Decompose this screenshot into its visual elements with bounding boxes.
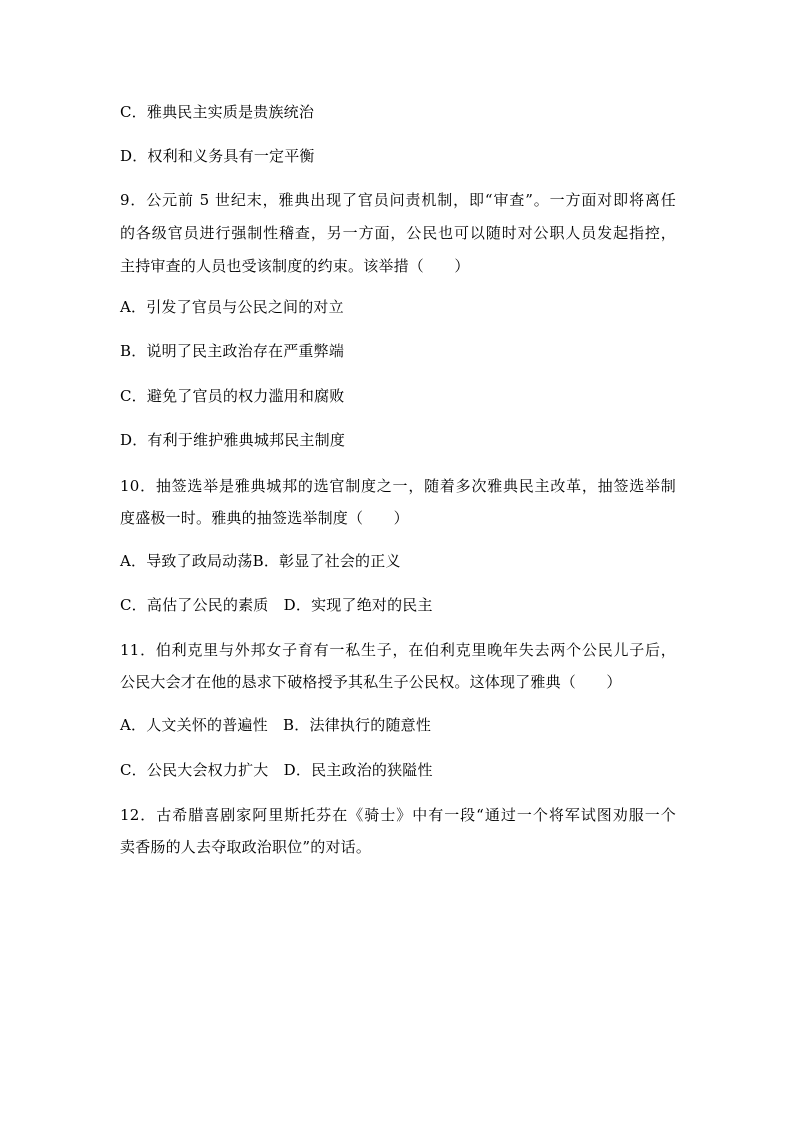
q9-option-c: C．避免了官员的权力滥用和腐败 <box>120 387 345 405</box>
q11-stem-line-2: 公民大会才在他的恳求下破格授予其私生子公民权。这体现了雅典（ ） <box>120 673 622 691</box>
q10-stem-line-2: 度盛极一时。雅典的抽签选举制度（ ） <box>120 509 409 527</box>
q11-option-line-2: C．公民大会权力扩大 D．民主政治的狭隘性 <box>120 761 433 779</box>
q8-option-d: D．权利和义务具有一定平衡 <box>120 147 315 165</box>
q9-stem-line-3: 主持审查的人员也受该制度的约束。该举措（ ） <box>120 257 470 275</box>
q10-stem-line-1: 10．抽签选举是雅典城邦的选官制度之一，随着多次雅典民主改革，抽签选举制 <box>120 477 676 495</box>
q9-stem-line-1: 9．公元前 5 世纪末，雅典出现了官员问责机制，即“审查”。一方面对即将离任 <box>120 191 676 209</box>
q9-option-b: B．说明了民主政治存在严重弊端 <box>120 342 345 360</box>
q9-option-a: A．引发了官员与公民之间的对立 <box>120 298 344 316</box>
q10-option-line-2: C．高估了公民的素质 D．实现了绝对的民主 <box>120 596 433 614</box>
q11-option-line-1: A．人文关怀的普遍性 B．法律执行的随意性 <box>120 716 432 734</box>
q12-stem-line-1: 12．古希腊喜剧家阿里斯托芬在《骑士》中有一段“通过一个将军试图劝服一个 <box>120 806 676 824</box>
q12-stem-line-2: 卖香肠的人去夺取政治职位”的对话。 <box>120 838 372 856</box>
q11-stem-line-1: 11．伯利克里与外邦女子育有一私生子，在伯利克里晚年失去两个公民儿子后， <box>120 641 676 659</box>
q9-option-d: D．有利于维护雅典城邦民主制度 <box>120 431 346 449</box>
q10-option-line-1: A．导致了政局动荡B．彰显了社会的正义 <box>120 552 401 570</box>
q8-option-c: C．雅典民主实质是贵族统治 <box>120 103 315 121</box>
q9-stem-line-2: 的各级官员进行强制性稽查，另一方面，公民也可以随时对公职人员发起指控， <box>120 224 676 242</box>
